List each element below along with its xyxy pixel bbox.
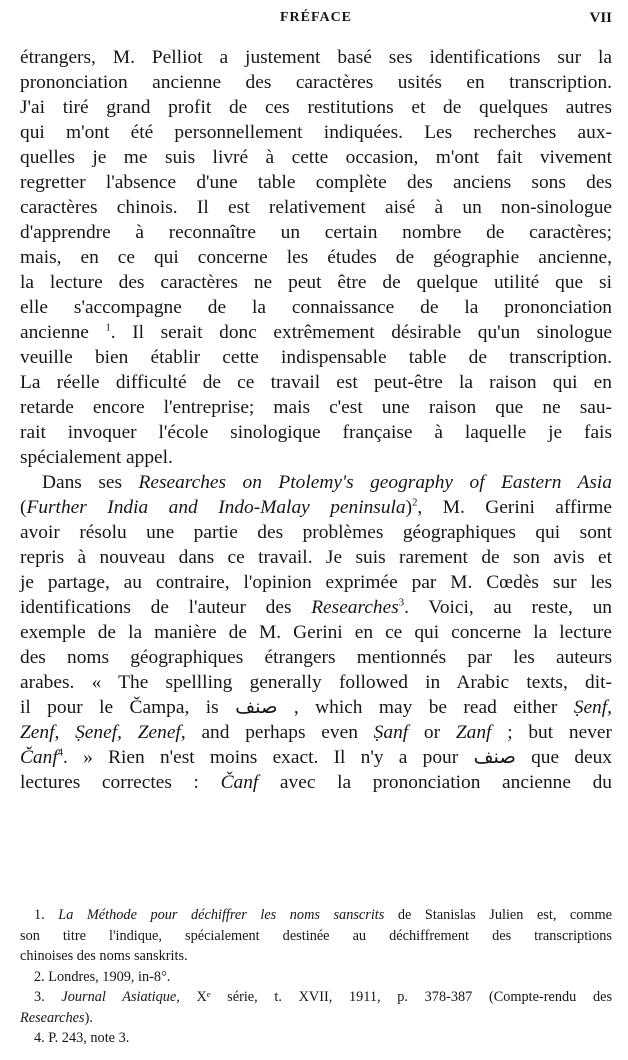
body-line: je partage, au contraire, l'opinion exprimée par M. Cœdès sur les	[20, 572, 612, 593]
body-line: elle s'accompagne de la connaissance de la prononciation	[20, 297, 612, 318]
body-line: d'apprendre à reconnaître un certain nombre de caractères;	[20, 222, 612, 243]
footnote-line: chinoises des noms sanskrits.	[20, 948, 188, 964]
body-line: lectures correctes : Čanf avec la prononciation ancienne du	[20, 772, 612, 793]
arabic-word: صنف	[473, 747, 516, 768]
body-line: caractères chinois. Il est relativement aisé à un non-sinologue	[20, 197, 612, 218]
italic-text: Researches	[20, 1009, 85, 1026]
body-line: J'ai tiré grand profit de ces restitutions et de quelques autres	[20, 97, 612, 118]
footnotes	[20, 905, 612, 1049]
body-line: Dans ses Researches on Ptolemy's geography of Eastern Asia	[42, 472, 612, 493]
footnote-ref: 4	[57, 746, 64, 759]
footnote-line: 3. Journal Asiatique, Xᵉ série, t. XVII, 1911, p. 378-387 (Compte-rendu des	[34, 989, 613, 1005]
body-line: arabes. « The spellling generally followed in Arabic texts, dit-	[20, 672, 612, 693]
italic-text: Ṣanf	[373, 722, 409, 743]
body-line: Zenf, Ṣenef, Zenef, and perhaps even Ṣanf or Zanf ; but never	[20, 722, 612, 743]
body-line: regretter l'absence d'une table complète des anciens sons des	[20, 172, 612, 193]
footnote-line: son titre l'indique, spécialement destinée au déchiffrement des transcriptions	[20, 927, 612, 944]
body-line: repris à nouveau dans ce travail. Je suis rarement de son avis et	[20, 547, 612, 568]
page-number: VII	[589, 10, 612, 26]
body-line: Čanf$^4$. » Rien n'est moins exact. Il n'y a pour صنف que deux	[20, 746, 613, 768]
running-title: FRÉFACE	[279, 10, 353, 25]
body-line: des noms géographiques étrangers mentionnés par les auteurs	[20, 647, 612, 668]
body-line: étrangers, M. Pelliot a justement basé ses identifications sur la	[20, 47, 612, 68]
footnote-ref: 1	[105, 321, 111, 334]
body-line: qui m'ont été personnellement indiquées. Les recherches aux-	[20, 122, 612, 143]
footnote-line: 4. P. 243, note 3.	[34, 1030, 130, 1046]
italic-text: Zanf	[455, 722, 492, 743]
body-line: rait invoquer l'école sinologique française à laquelle je fais	[20, 422, 612, 443]
body-line: avoir résolu une partie des problèmes géographiques qui sont	[20, 522, 612, 543]
body-line: mais, en ce qui concerne les études de géographie ancienne,	[20, 247, 612, 268]
body-line: La réelle difficulté de ce travail est peut-être la raison qui en	[20, 372, 612, 393]
footnote-ref: 3	[398, 596, 405, 609]
italic-text: Ṣenf,	[573, 697, 612, 718]
italic-text: Čanf	[220, 772, 259, 793]
italic-text: Ṣenef	[75, 722, 118, 743]
body-line: identifications de l'auteur des Researches$^3$. Voici, au reste, un	[20, 596, 612, 618]
body-line: spécialement appel.	[20, 447, 173, 468]
arabic-word: صنف	[235, 697, 278, 718]
footnote-line: 2. Londres, 1909, in-8°.	[34, 968, 171, 985]
italic-text: Further India and Indo-Malay peninsula	[26, 497, 406, 518]
footnote-line: Researches).	[20, 1009, 93, 1026]
body-line: la lecture des caractères ne peut être de quelque utilité que si	[20, 272, 612, 293]
body-line: il pour le Čampa, is صنف , which may be read either Ṣenf,	[20, 697, 612, 718]
footnote-ref: 2	[412, 496, 418, 509]
body-line: retarde encore l'entreprise; mais c'est une raison que ne sau-	[20, 397, 612, 418]
italic-text: Čanf	[20, 747, 58, 768]
italic-text: La Méthode pour déchiffrer les noms sanscrits	[58, 907, 385, 923]
body-line: prononciation ancienne des caractères usités en transcription.	[20, 72, 612, 93]
body-line: exemple de la manière de M. Gerini en ce qui concerne la lecture	[20, 622, 612, 643]
body-line: veuille bien établir cette indispensable table de transcription.	[20, 347, 612, 368]
footnote-line: 1. La Méthode pour déchiffrer les noms sanscrits de Stanislas Julien est, comme	[34, 907, 613, 923]
body-line: ancienne $^1$. Il serait donc extrêmement désirable qu'un sinologue	[20, 321, 612, 343]
page-header	[20, 10, 612, 34]
body-line: quelles je me suis livré à cette occasion, m'ont fait vivement	[20, 147, 612, 168]
italic-text: Zenf	[20, 722, 55, 743]
italic-text: Researches on Ptolemy's geography of Eastern Asia	[138, 472, 612, 493]
body-line: (Further India and Indo-Malay peninsula)$^2$, M. Gerini affirme	[20, 496, 612, 518]
body-text	[20, 45, 612, 795]
italic-text: Zenef	[137, 722, 181, 743]
italic-text: Journal Asiatique	[61, 989, 177, 1005]
italic-text: Researches	[311, 597, 399, 618]
